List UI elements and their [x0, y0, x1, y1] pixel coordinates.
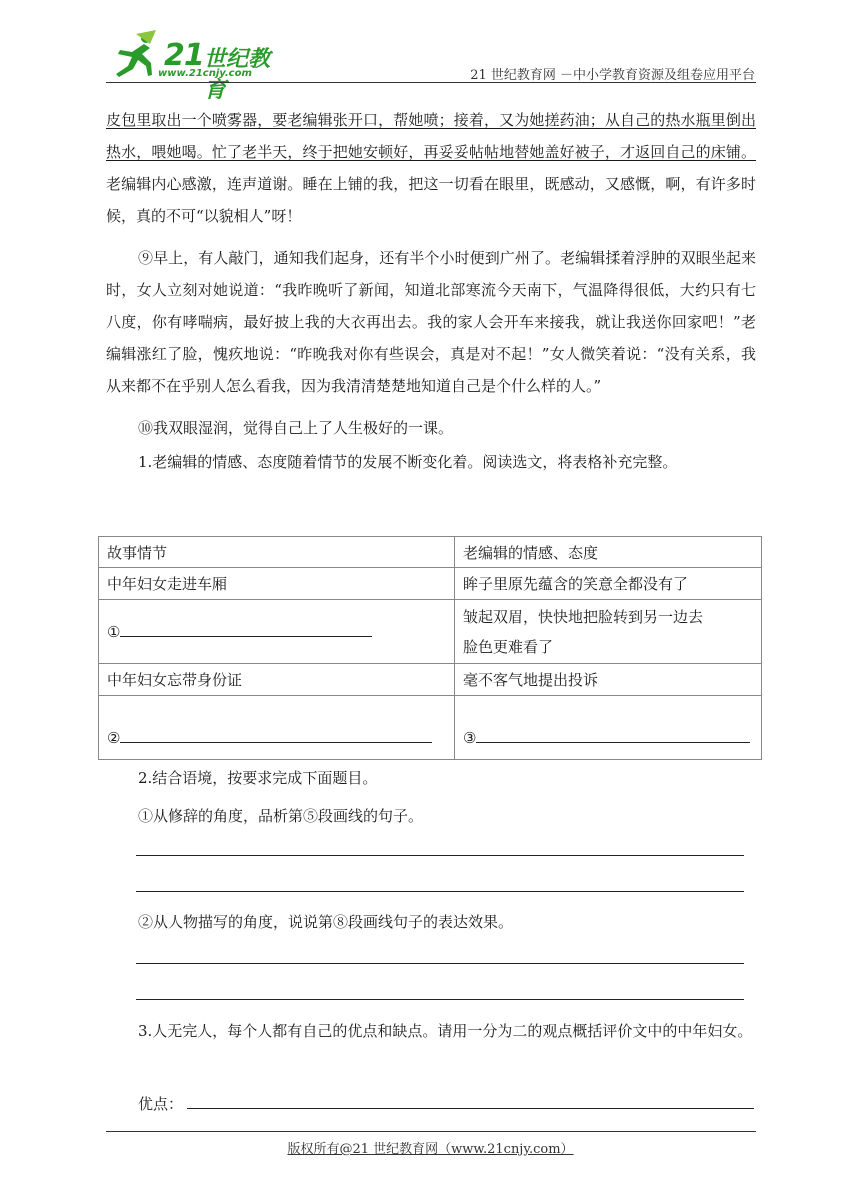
copyright-link[interactable]: 版权所有@21 世纪教育网（www.21cnjy.com） [287, 1142, 574, 1157]
table-row [99, 664, 762, 696]
answer-line[interactable] [136, 999, 744, 1000]
table-cell [455, 600, 762, 664]
question-3: 3.人无完人，每个人都有自己的优点和缺点。请用一分为二的观点概括评价文中的中年妇女。 [138, 1022, 753, 1040]
answer-line[interactable] [136, 891, 744, 892]
question-2-1: ①从修辞的角度，品析第⑤段画线的句子。 [138, 807, 424, 825]
answer-line[interactable] [136, 963, 744, 964]
runner-icon [106, 30, 162, 80]
table-cell: 毫不客气地提出投诉 [455, 664, 762, 696]
table-header-row [99, 537, 762, 568]
question-2-2-block [106, 906, 756, 938]
header-divider [106, 82, 756, 83]
underlined-sentence: 皮包里取出一个喷雾器，要老编辑张开口，帮她喷；接着，又为她搓药油；从自己的热水瓶里倒出热水，喂她喝。忙了老半天，终于把她安顿好，再妥妥帖帖地替她盖好被子，才返回自己的床铺。 [106, 111, 756, 161]
table-row [99, 568, 762, 600]
strengths-answer-line[interactable] [187, 1108, 754, 1109]
logo-chinese: 世纪教育 [204, 47, 271, 103]
footer-divider [106, 1131, 756, 1132]
table-header-cell: 故事情节 [99, 537, 455, 568]
fill-blank[interactable] [120, 728, 432, 743]
paragraph-10: ⑩我双眼湿润，觉得自己上了人生极好的一课。 [138, 419, 454, 437]
table-cell: 眸子里原先蕴含的笑意全都没有了 [455, 568, 762, 600]
paragraph-9: ⑨早上，有人敲门，通知我们起身，还有半个小时便到广州了。老编辑揉着浮肿的双眼坐起来时，女人立刻对她说道：“我昨晚听了新闻，知道北部寒流今天南下，气温降得很低，大约只有七八度，你有哮喘病，最好披上我的大衣再出去。我的家人会开车来接我，就让我送你回家吧！”老编辑涨红了脸，愧疚地说：“昨晚我对你有些误会，真是对不起！”女人微笑着说：“没有关系，我从来都不在乎别人怎么看我，因为我清清楚楚地知道自己是个什么样的人。” [106, 249, 756, 395]
answer-line[interactable] [136, 855, 744, 856]
table-cell-line: 脸色更难看了 [463, 637, 554, 656]
table-header-cell: 老编辑的情感、态度 [455, 537, 762, 568]
blank-label: ① [107, 623, 121, 641]
site-logo [106, 30, 286, 103]
fill-blank[interactable] [476, 728, 750, 743]
table-cell-line: 皱起双眉，快快地把脸转到另一边去 [463, 607, 704, 626]
table-row [99, 696, 762, 760]
question-2: 2.结合语境，按要求完成下面题目。 [138, 769, 378, 787]
question-2-block [106, 762, 756, 832]
table-cell: 中年妇女忘带身份证 [99, 664, 455, 696]
table-cell-blank[interactable] [99, 600, 455, 664]
blank-label: ③ [463, 729, 477, 747]
table-cell-blank[interactable] [99, 696, 455, 760]
strengths-label: 优点： [138, 1095, 184, 1113]
question-1: 1.老编辑的情感、态度随着情节的发展不断变化着。阅读选文，将表格补充完整。 [138, 453, 678, 471]
footer [0, 1138, 861, 1157]
passage [106, 104, 756, 478]
table-row [99, 600, 762, 664]
header-site-name: 21 世纪教育网 －中小学教育资源及组卷应用平台 [470, 68, 755, 83]
logo-url: www.21cnjy.com [158, 68, 252, 79]
fill-blank[interactable] [120, 622, 372, 637]
paragraph-8-rest: 老编辑内心感激，连声道谢。睡在上铺的我，把这一切看在眼里，既感动，又感慨，啊，有许多时候，真的不可“以貌相人”呀！ [106, 175, 756, 225]
answer-table [98, 536, 762, 760]
paragraph-8 [106, 104, 756, 232]
table-cell: 中年妇女走进车厢 [99, 568, 455, 600]
question-3-block [106, 1015, 756, 1047]
question-2-2: ②从人物描写的角度，说说第⑧段画线句子的表达效果。 [138, 913, 514, 931]
blank-label: ② [107, 729, 121, 747]
logo-number: 21 [164, 38, 204, 73]
table-cell-blank[interactable] [455, 696, 762, 760]
strengths-row [106, 1088, 756, 1120]
